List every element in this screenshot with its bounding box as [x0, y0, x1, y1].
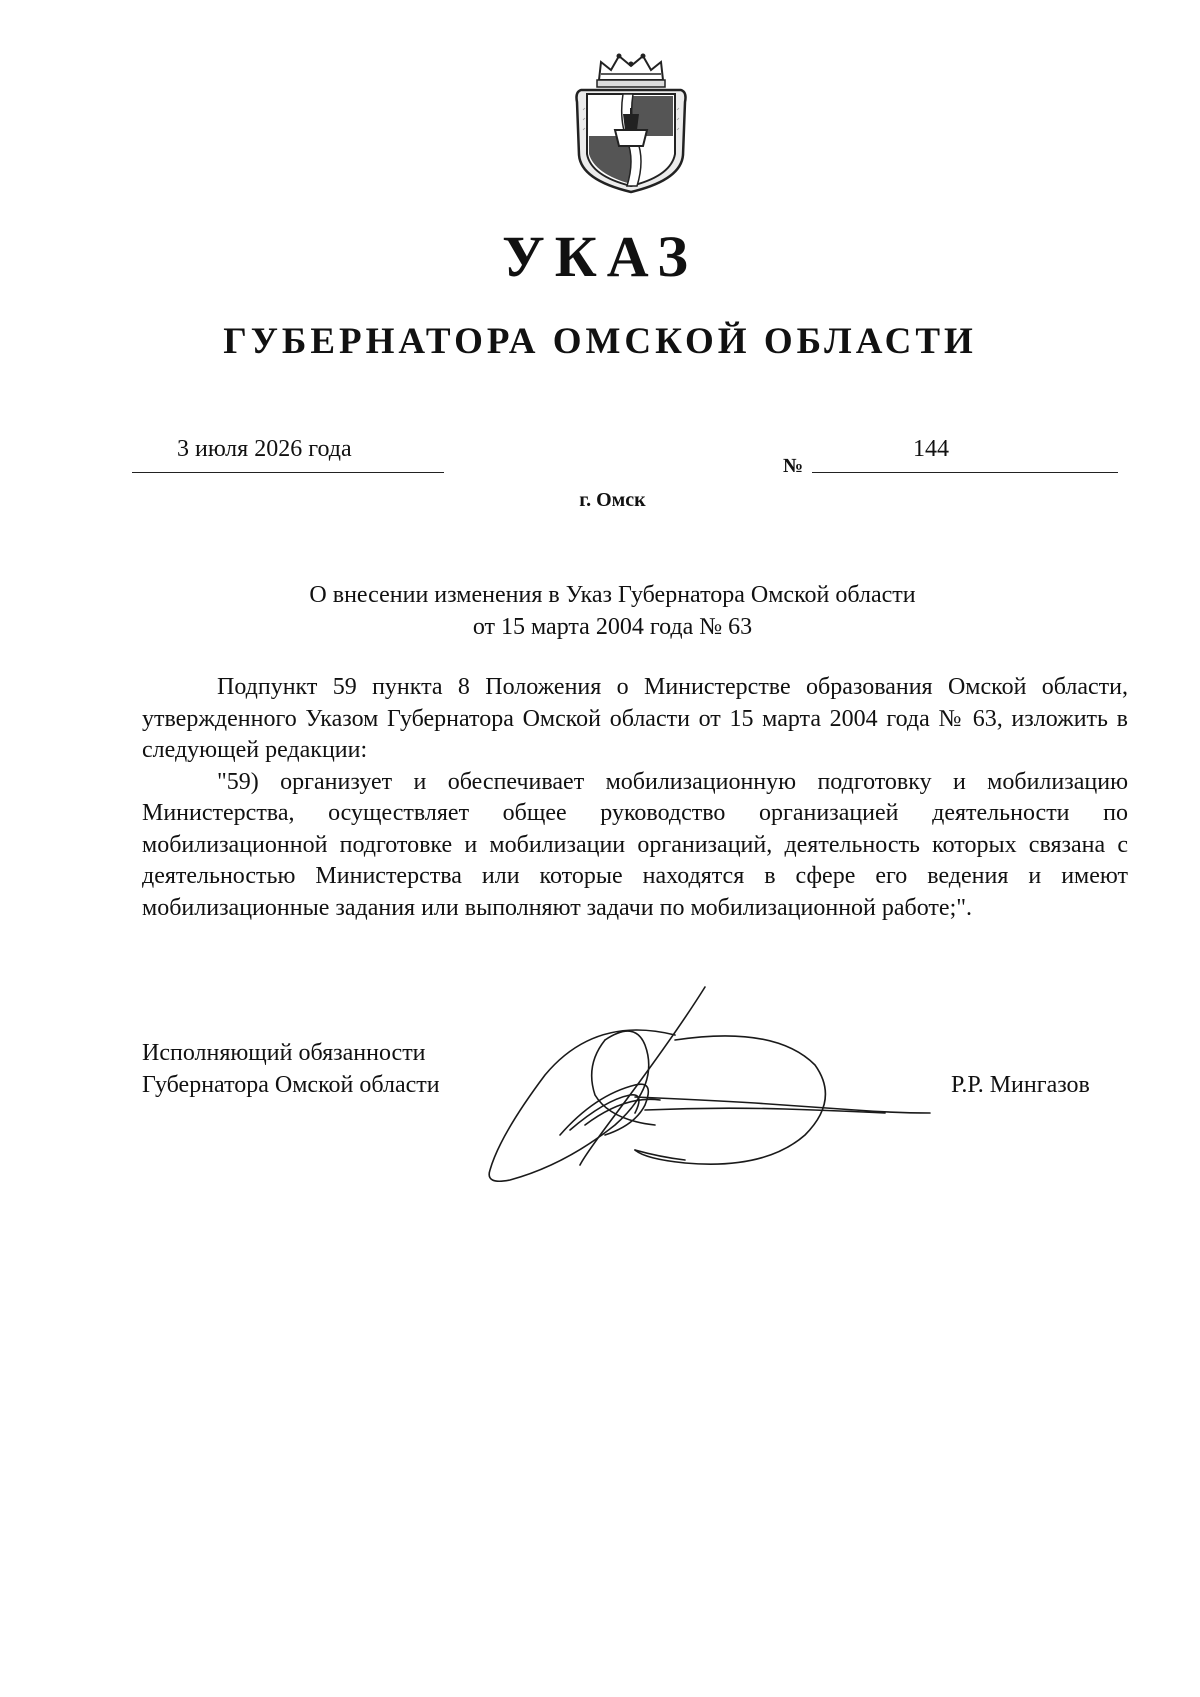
document-title: УКАЗ	[502, 224, 698, 289]
omsk-coat-of-arms-icon	[571, 50, 691, 195]
subject-line-2: от 15 марта 2004 года № 63	[472, 614, 753, 640]
date-field	[132, 434, 444, 473]
number-field	[812, 434, 1118, 473]
document-date: 3 июля 2026 года	[177, 436, 352, 462]
subject-line-1: О внесении изменения в Указ Губернатора Омской области	[309, 582, 916, 608]
signatory-name: Р.Р. Мингазов	[951, 1072, 1090, 1098]
city-label: г. Омск	[579, 489, 646, 511]
body-paragraph-1: Подпункт 59 пункта 8 Положения о Министерстве образования Омской области, утвержденного Указом Губернатора Омской области от 15 марта 2004 года № 63, изложить в следующей редакции:	[142, 674, 1128, 763]
handwritten-signature-icon	[485, 985, 985, 1190]
document-number: 144	[913, 436, 949, 462]
body-paragraph-2: "59) организует и обеспечивает мобилизационную подготовку и мобилизацию Министерства, осуществляет общее руководство организацией деятельности по мобилизационной подготовке и мобилизации организаций, деятельность которых связана с деятельностью Министерства или которые находятся в сфере его ведения и имеют мобилизационные задания или выполняют задачи по мобилизационной работе;".	[142, 768, 1128, 921]
signatory-position-line-2: Губернатора Омской области	[142, 1072, 440, 1098]
document-subtitle: ГУБЕРНАТОРА ОМСКОЙ ОБЛАСТИ	[223, 321, 977, 362]
signatory-position	[142, 1037, 440, 1101]
signatory-position-line-1: Исполняющий обязанности	[142, 1040, 426, 1066]
number-sign: №	[783, 455, 804, 477]
document-subject	[0, 579, 1200, 643]
document-body	[142, 672, 1128, 924]
